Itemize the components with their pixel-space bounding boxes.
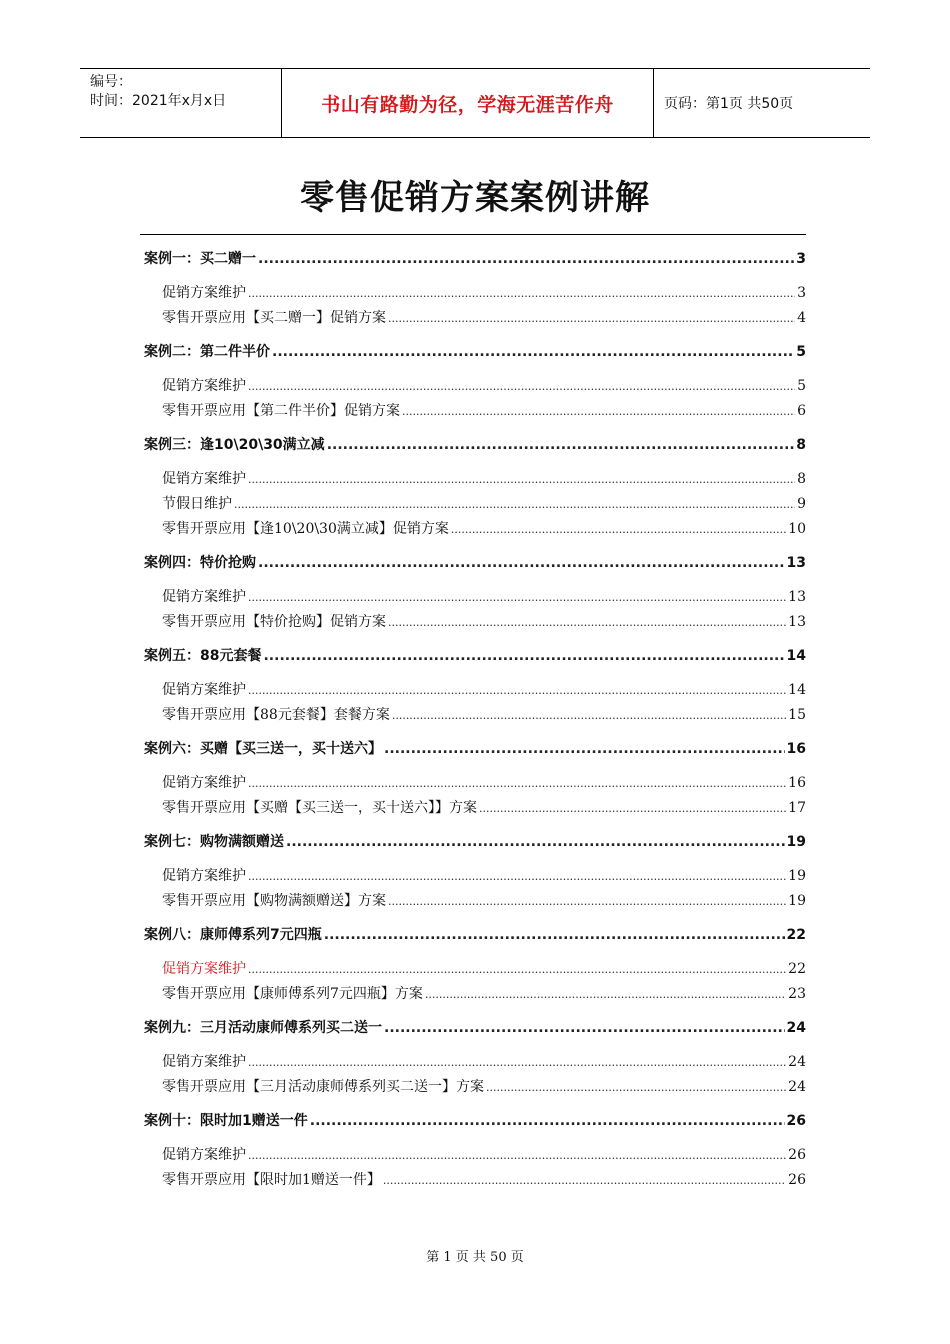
toc-subentry[interactable] [144, 983, 806, 1008]
toc-entry-title: 零售开票应用【88元套餐】套餐方案 [162, 707, 390, 723]
toc-leader-dots [402, 405, 795, 418]
toc-leader-dots [388, 895, 786, 908]
number-label: 编号： [90, 74, 132, 90]
toc-subentry[interactable] [144, 1051, 806, 1076]
toc-page-number: 16 [786, 741, 806, 757]
toc-subentry[interactable] [144, 865, 806, 890]
toc-entry-title: 零售开票应用【第二件半价】促销方案 [162, 403, 400, 419]
toc-entry-title: 案例八：康师傅系列7元四瓶 [144, 927, 322, 943]
toc-subentry[interactable] [144, 1169, 806, 1194]
toc-section-heading[interactable] [144, 341, 806, 363]
toc-page-number: 19 [788, 868, 806, 884]
header-page-info: 页码：第1页 共50页 [664, 96, 794, 112]
toc-entry-title: 案例六：买赠【买三送一，买十送六】 [144, 741, 382, 757]
toc-entry-title: 零售开票应用【逢10\20\30满立减】促销方案 [162, 521, 449, 537]
toc-entry-title: 案例七：购物满额赠送 [144, 834, 284, 850]
toc-leader-dots [248, 684, 786, 697]
toc-leader-dots [286, 834, 785, 850]
toc-leader-dots [248, 473, 795, 486]
table-of-contents [144, 248, 806, 1203]
toc-entry-title: 促销方案维护 [162, 285, 246, 301]
toc-leader-dots [324, 927, 785, 943]
toc-entry-title: 零售开票应用【限时加1赠送一件】 [162, 1172, 381, 1188]
toc-subentry[interactable] [144, 400, 806, 425]
toc-leader-dots [263, 648, 784, 664]
toc-section-heading[interactable] [144, 552, 806, 574]
toc-page-number: 9 [797, 496, 806, 512]
toc-section [144, 831, 806, 915]
toc-leader-dots [479, 802, 786, 815]
toc-subentry[interactable] [144, 307, 806, 332]
toc-entry-title: 零售开票应用【特价抢购】促销方案 [162, 614, 386, 630]
toc-entry-title: 零售开票应用【买二赠一】促销方案 [162, 310, 386, 326]
toc-page-number: 26 [788, 1147, 806, 1163]
toc-leader-dots [248, 963, 786, 976]
toc-entry-title: 零售开票应用【买赠【买三送一，买十送六】】方案 [162, 800, 477, 816]
toc-leader-dots [425, 988, 786, 1001]
toc-entry-title: 促销方案维护 [162, 682, 246, 698]
toc-leader-dots [384, 1020, 785, 1036]
toc-entry-title: 零售开票应用【康师傅系列7元四瓶】方案 [162, 986, 423, 1002]
toc-entry-title: 节假日维护 [162, 496, 232, 512]
toc-leader-dots [388, 616, 786, 629]
toc-section [144, 248, 806, 332]
toc-entry-title: 促销方案维护 [162, 378, 246, 394]
toc-page-number: 13 [788, 589, 806, 605]
toc-page-number: 8 [796, 437, 806, 453]
header-motto: 书山有路勤为径，学海无涯苦作舟 [282, 69, 654, 137]
toc-section [144, 341, 806, 425]
toc-page-number: 13 [788, 614, 806, 630]
toc-entry-title: 促销方案维护 [162, 589, 246, 605]
toc-page-number: 6 [797, 403, 806, 419]
toc-leader-dots [248, 591, 786, 604]
toc-entry-title: 促销方案维护 [162, 1147, 246, 1163]
toc-entry-title: 促销方案维护 [162, 961, 246, 977]
toc-subentry[interactable] [144, 890, 806, 915]
toc-page-number: 24 [786, 1020, 806, 1036]
toc-section-heading[interactable] [144, 738, 806, 760]
toc-entry-title: 促销方案维护 [162, 1054, 246, 1070]
toc-subentry[interactable] [144, 586, 806, 611]
toc-section-heading[interactable] [144, 1017, 806, 1039]
document-title: 零售促销方案案例讲解 [300, 178, 650, 218]
toc-section [144, 1017, 806, 1101]
toc-leader-dots [383, 1174, 786, 1187]
toc-page-number: 14 [786, 648, 806, 664]
toc-page-number: 26 [788, 1172, 806, 1188]
toc-leader-dots [248, 777, 786, 790]
header-info-cell [80, 69, 282, 137]
toc-section [144, 552, 806, 636]
toc-entry-title: 案例四：特价抢购 [144, 555, 256, 571]
toc-section-heading[interactable] [144, 1110, 806, 1132]
toc-subentry[interactable] [144, 468, 806, 493]
toc-section [144, 434, 806, 543]
toc-leader-dots [258, 251, 794, 267]
page-footer: 第 1 页 共 50 页 [426, 1250, 524, 1265]
toc-subentry[interactable] [144, 518, 806, 543]
toc-section-heading[interactable] [144, 645, 806, 667]
toc-page-number: 14 [788, 682, 806, 698]
toc-page-number: 4 [797, 310, 806, 326]
toc-page-number: 26 [786, 1113, 806, 1129]
toc-subentry[interactable] [144, 679, 806, 704]
date-label: 时间：2021年x月x日 [90, 93, 227, 109]
toc-page-number: 23 [788, 986, 806, 1002]
toc-subentry[interactable] [144, 1076, 806, 1101]
toc-leader-dots [486, 1081, 786, 1094]
toc-page-number: 5 [797, 378, 806, 394]
toc-entry-title: 案例五：88元套餐 [144, 648, 262, 664]
toc-entry-title: 促销方案维护 [162, 471, 246, 487]
toc-entry-title: 促销方案维护 [162, 775, 246, 791]
toc-page-number: 24 [788, 1054, 806, 1070]
toc-page-number: 13 [786, 555, 806, 571]
toc-subentry[interactable] [144, 704, 806, 729]
toc-subentry[interactable] [144, 282, 806, 307]
toc-subentry[interactable] [144, 611, 806, 636]
toc-leader-dots [248, 1149, 786, 1162]
toc-subentry[interactable] [144, 772, 806, 797]
toc-subentry[interactable] [144, 375, 806, 400]
page-header [80, 68, 870, 138]
toc-section-heading[interactable] [144, 248, 806, 270]
toc-section [144, 1110, 806, 1194]
toc-page-number: 16 [788, 775, 806, 791]
toc-page-number: 22 [788, 961, 806, 977]
toc-subentry[interactable] [144, 797, 806, 822]
toc-page-number: 17 [788, 800, 806, 816]
toc-entry-title: 案例二：第二件半价 [144, 344, 270, 360]
toc-page-number: 19 [788, 893, 806, 909]
toc-entry-title: 案例三：逢10\20\30满立减 [144, 437, 325, 453]
toc-page-number: 3 [796, 251, 806, 267]
toc-entry-title: 零售开票应用【三月活动康师傅系列买二送一】方案 [162, 1079, 484, 1095]
toc-section [144, 924, 806, 1008]
toc-leader-dots [248, 1056, 786, 1069]
toc-page-number: 8 [797, 471, 806, 487]
toc-leader-dots [327, 437, 795, 453]
toc-section-heading[interactable] [144, 434, 806, 456]
toc-section-heading[interactable] [144, 924, 806, 946]
toc-page-number: 3 [797, 285, 806, 301]
toc-section-heading[interactable] [144, 831, 806, 853]
toc-page-number: 15 [788, 707, 806, 723]
toc-entry-title: 案例十：限时加1赠送一件 [144, 1113, 308, 1129]
toc-section [144, 738, 806, 822]
toc-leader-dots [272, 344, 794, 360]
toc-entry-title: 零售开票应用【购物满额赠送】方案 [162, 893, 386, 909]
toc-leader-dots [392, 709, 786, 722]
toc-page-number: 10 [788, 521, 806, 537]
toc-leader-dots [310, 1113, 785, 1129]
toc-leader-dots [248, 287, 795, 300]
toc-entry-title: 促销方案维护 [162, 868, 246, 884]
toc-leader-dots [248, 380, 795, 393]
toc-entry-title: 案例九：三月活动康师傅系列买二送一 [144, 1020, 382, 1036]
toc-page-number: 22 [786, 927, 806, 943]
toc-page-number: 19 [786, 834, 806, 850]
toc-leader-dots [258, 555, 785, 571]
toc-leader-dots [384, 741, 785, 757]
toc-subentry[interactable] [144, 1144, 806, 1169]
toc-entry-title: 案例一：买二赠一 [144, 251, 256, 267]
toc-section [144, 645, 806, 729]
toc-leader-dots [248, 870, 786, 883]
toc-subentry[interactable] [144, 958, 806, 983]
toc-leader-dots [234, 498, 795, 511]
toc-page-number: 24 [788, 1079, 806, 1095]
title-divider [140, 234, 806, 235]
toc-leader-dots [451, 523, 786, 536]
toc-page-number: 5 [796, 344, 806, 360]
toc-leader-dots [388, 312, 795, 325]
toc-subentry[interactable] [144, 493, 806, 518]
